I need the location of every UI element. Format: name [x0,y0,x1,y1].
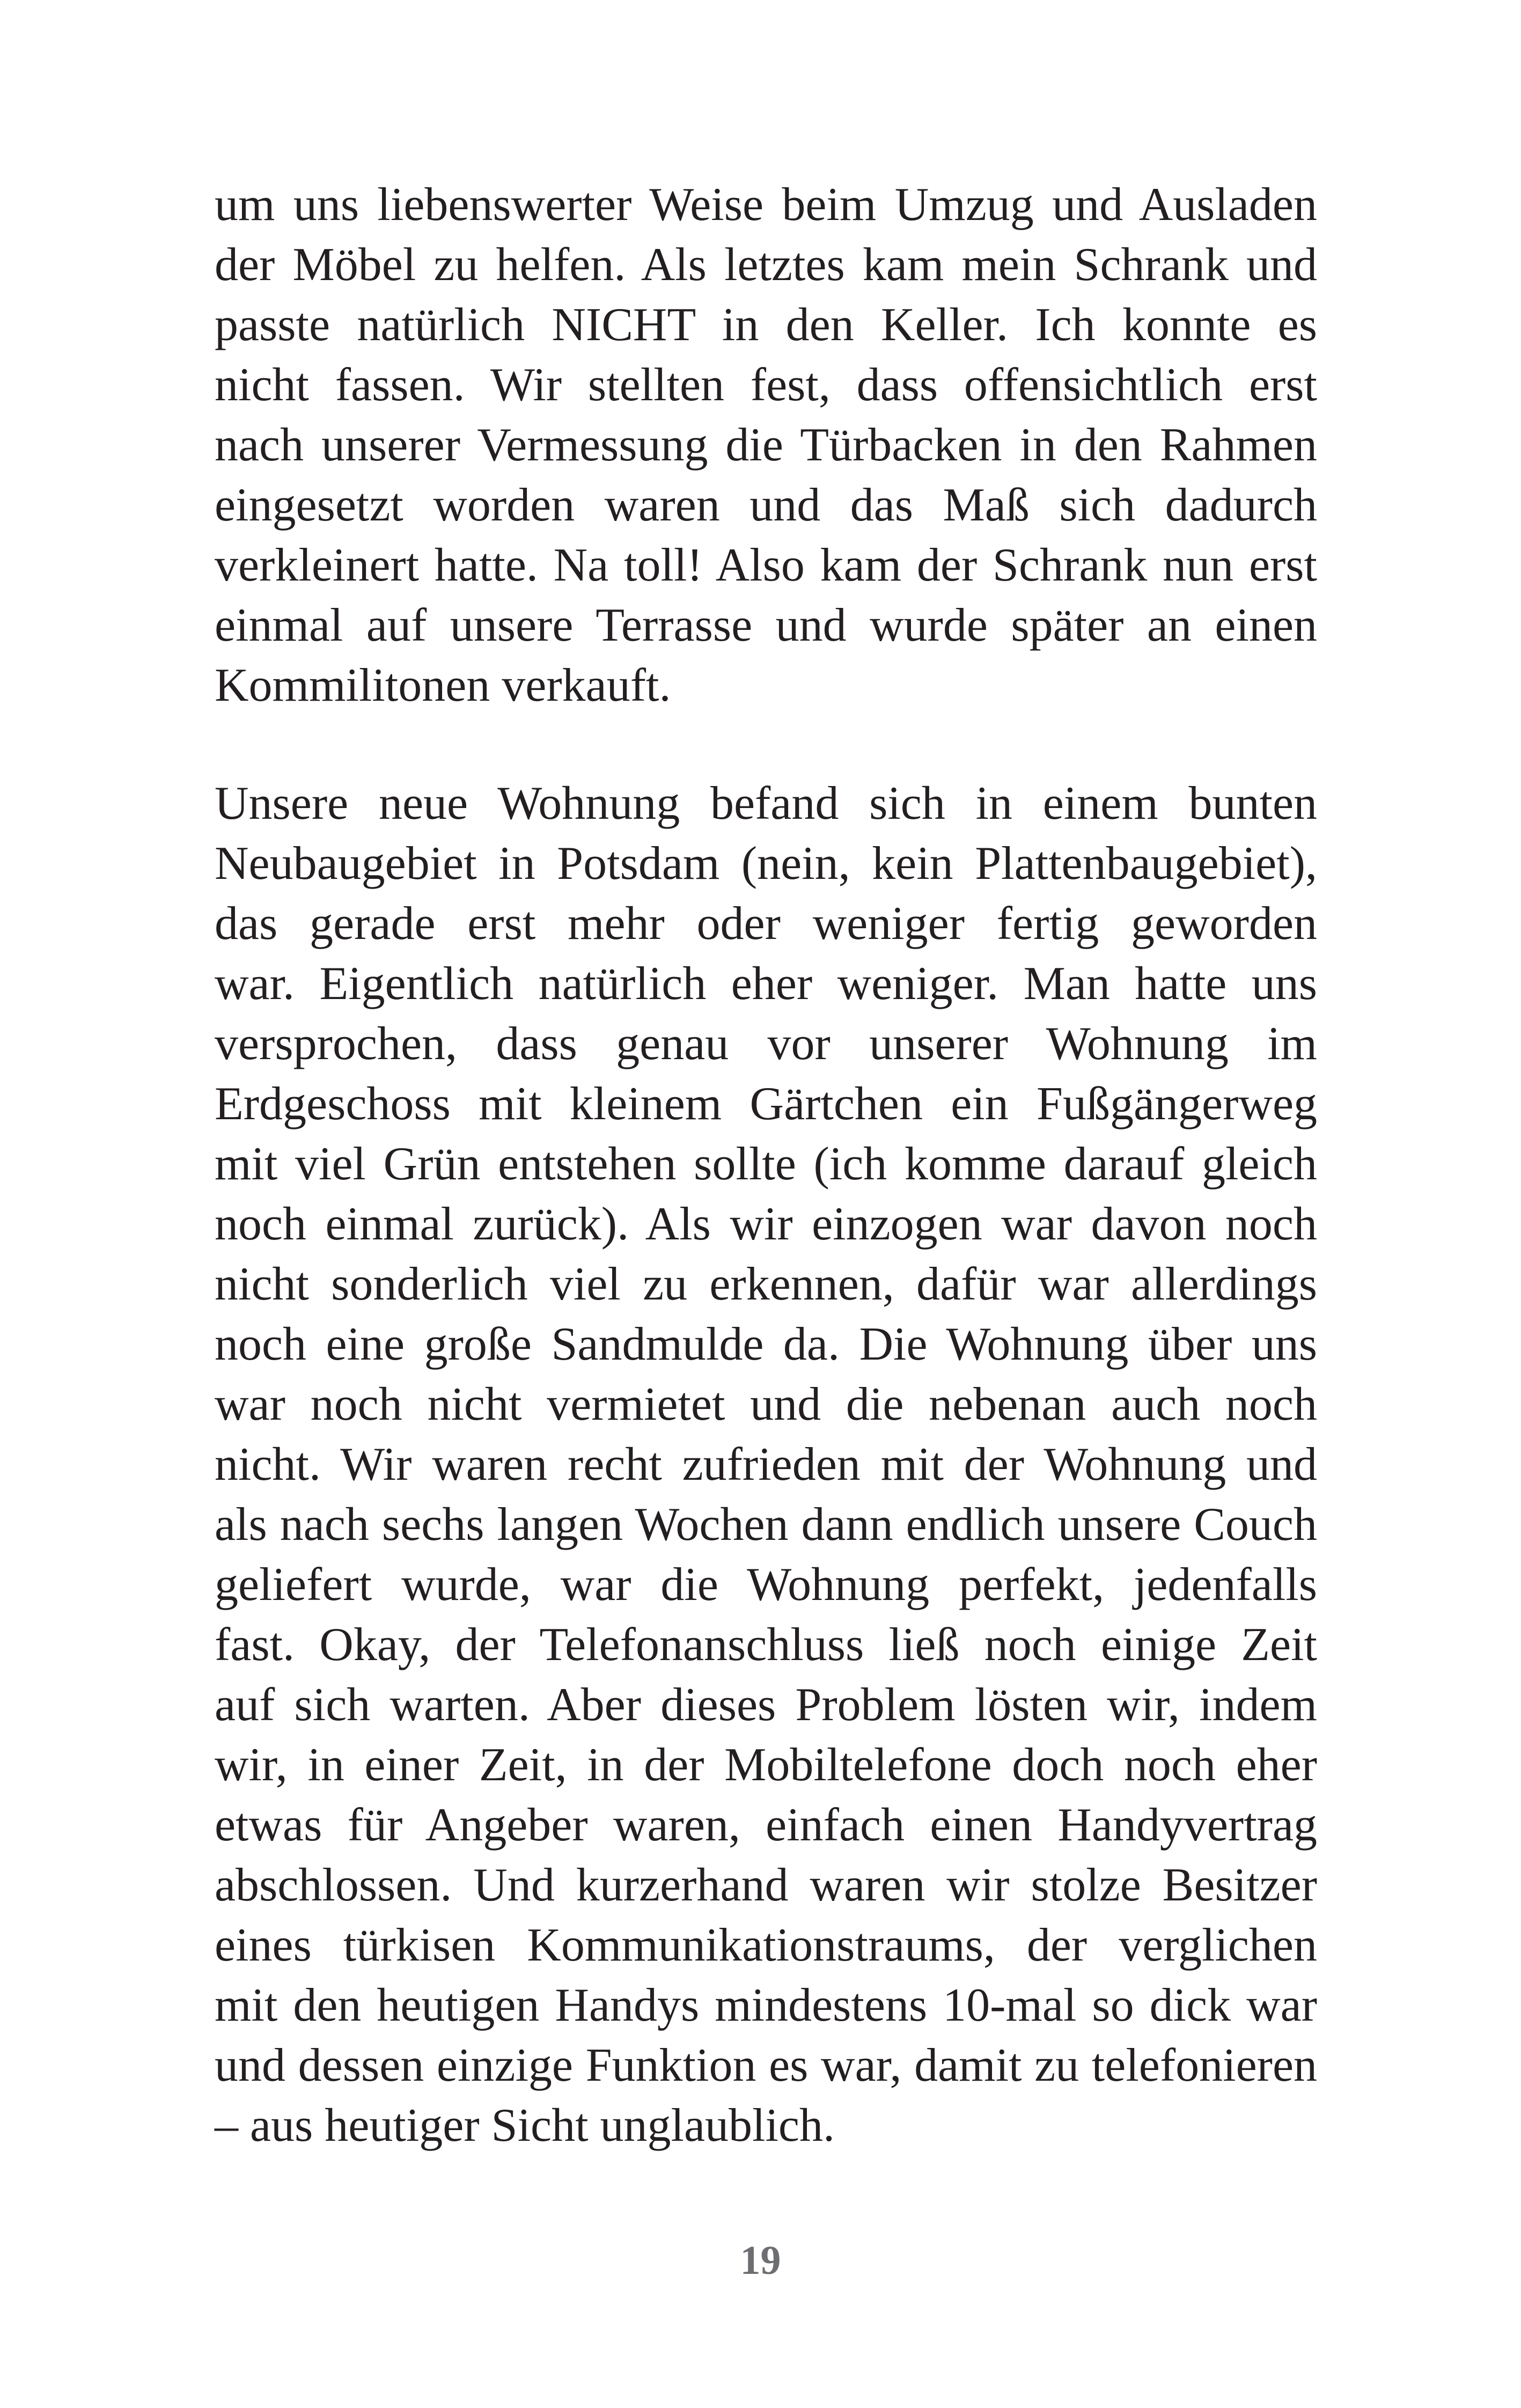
text-line: eingesetzt worden waren und das Maß sich dadurch [215,479,1317,531]
text-line: und dessen einzige Funktion es war, damit zu telefonieren [215,2039,1317,2091]
text-line: geliefert wurde, war die Wohnung perfekt, jedenfalls [215,1559,1317,1611]
text-line: wir, in einer Zeit, in der Mobiltelefone doch noch eher [215,1739,1317,1791]
text-line: nicht fassen. Wir stellten fest, dass offensichtlich erst [215,359,1317,411]
text-line: nach unserer Vermessung die Türbacken in den Rahmen [215,419,1317,471]
text-line: der Möbel zu helfen. Als letztes kam mein Schrank und [215,239,1317,291]
text-line: Erdgeschoss mit kleinem Gärtchen ein Fußgängerweg [215,1078,1317,1130]
text-line: – aus heutiger Sicht unglaublich. [215,2099,835,2152]
text-line: das gerade erst mehr oder weniger fertig geworden [215,898,1317,950]
text-line: war noch nicht vermietet und die nebenan auch noch [215,1378,1317,1430]
text-line: Unsere neue Wohnung befand sich in einem bunten [215,777,1317,829]
text-line: mit den heutigen Handys mindestens 10-mal so dick war [215,1979,1317,2031]
text-line: fast. Okay, der Telefonanschluss ließ noch einige Zeit [215,1619,1317,1671]
text-line: war. Eigentlich natürlich eher weniger. Man hatte uns [215,958,1317,1010]
text-line: etwas für Angeber waren, einfach einen Handyvertrag [215,1799,1317,1851]
text-line: auf sich warten. Aber dieses Problem lösten wir, indem [215,1679,1317,1731]
text-line: noch einmal zurück). Als wir einzogen war davon noch [215,1198,1317,1250]
text-line: nicht sonderlich viel zu erkennen, dafür war allerdings [215,1258,1317,1310]
page-number: 19 [740,2238,781,2283]
text-line: mit viel Grün entstehen sollte (ich komme darauf gleich [215,1138,1317,1190]
text-line: nicht. Wir waren recht zufrieden mit der Wohnung und [215,1438,1317,1491]
text-line: abschlossen. Und kurzerhand waren wir stolze Besitzer [215,1859,1317,1911]
text-line: um uns liebenswerter Weise beim Umzug und Ausladen [215,179,1317,231]
text-line: versprochen, dass genau vor unserer Wohnung im [215,1018,1317,1070]
text-line: einmal auf unsere Terrasse und wurde später an einen [215,599,1317,651]
text-line: als nach sechs langen Wochen dann endlich unsere Couch [215,1499,1317,1551]
paragraph-2 [215,774,1317,2156]
text-line: Neubaugebiet in Potsdam (nein, kein Plattenbaugebiet), [215,838,1317,890]
text-line: passte natürlich NICHT in den Keller. Ich konnte es [215,299,1317,351]
text-line: noch eine große Sandmulde da. Die Wohnung über uns [215,1318,1317,1370]
text-line: verkleinert hatte. Na toll! Also kam der Schrank nun erst [215,539,1317,591]
text-line: Kommilitonen verkauft. [215,659,671,711]
paragraph-1 [215,175,1317,716]
text-line: eines türkisen Kommunikationstraums, der verglichen [215,1919,1317,1971]
